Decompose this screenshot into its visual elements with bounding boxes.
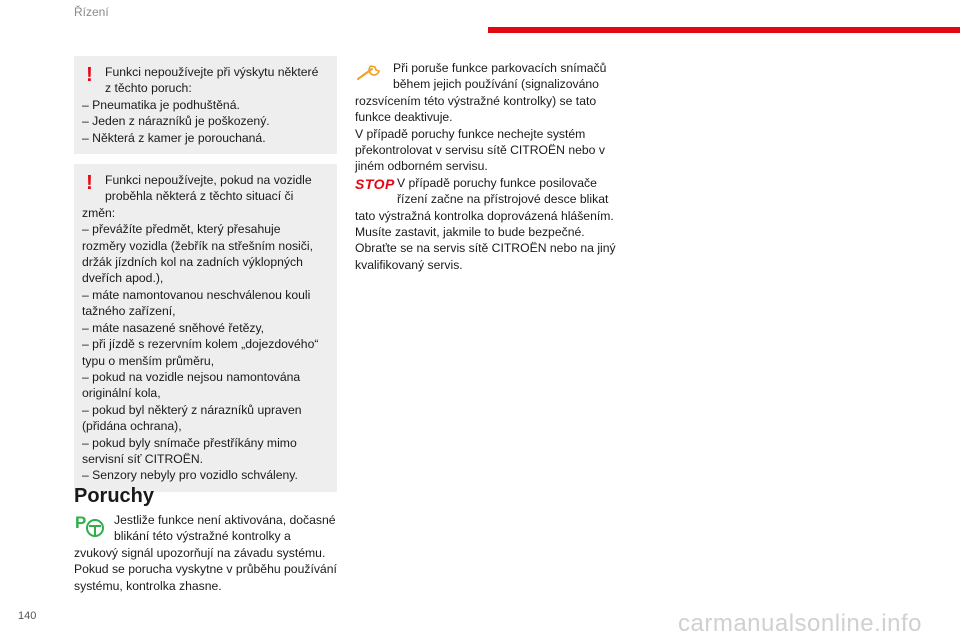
parking-assist-icon [74,512,106,538]
list-item: – Některá z kamer je porouchaná. [82,130,266,145]
list-item: – pokud byl některý z nárazníků upraven (přidána ochrana), [82,402,302,434]
stop-icon: STOP [355,175,395,192]
right-paragraph-2: V případě poruchy funkce nechejte systém překontrolovat v servisu sítě CITROËN nebo v jiném odborném servisu. [355,126,605,174]
right-paragraph-1: Při poruše funkce parkovacích snímačů během jejich používání (signalizováno rozsvícením této výstražné kontrolky) se tato funkce deaktivuje. [355,61,607,125]
left-column [74,56,337,492]
section-title-poruchy: Poruchy [74,485,155,507]
warning-exclamation-icon: ! [86,64,93,86]
svg-text:P: P [75,513,87,532]
header-accent-bar [488,27,960,33]
list-item: – Jeden z nárazníků je poškozený. [82,114,270,129]
page-header-title: Řízení [74,5,109,19]
list-item: – při jízdě s rezervním kolem „dojezdového“ typu o menším průměru, [82,337,319,368]
list-item: – pokud na vozidle nejsou namontována originální kola, [82,369,301,401]
warning-box-conditions [74,164,337,492]
watermark: carmanualsonline.info [678,610,922,637]
list-item: – převážíte předmět, který přesahuje rozměry vozidla (žebřík na střešním nosiči, držák jízdních kol na zadních výklopných dveřích apod.), [82,222,313,286]
poruchy-paragraph-1: Jestliže funkce není aktivována, dočasné blikání této výstražné kontrolky a zvukový signál upozorňují na závadu systému. [74,513,336,560]
list-item: – Senzory nebyly pro vozidlo schváleny. [82,468,298,483]
page-number: 140 [18,610,37,622]
list-item: – Pneumatika je podhuštěná. [82,97,240,112]
list-item: – pokud byly snímače přestříkány mimo servisní síť CITROËN. [82,435,297,466]
poruchy-section [74,512,337,594]
list-item: – máte nasazené sněhové řetězy, [82,320,265,335]
warning-exclamation-icon: ! [86,172,93,195]
wrench-icon [355,60,385,82]
warning-box-intro: Funkci nepoužívejte, pokud na vozidle proběhla některá z těchto situací či změn: [82,173,312,220]
warning-box-intro: Funkci nepoužívejte při výskytu některé z těchto poruch: [105,65,319,96]
right-column [355,60,620,273]
right-paragraph-3: V případě poruchy funkce posilovače řízení začne na přístrojové desce blikat tato výstražná kontrolka doprovázená hlášením. Musíte zastavit, jakmile to bude bezpečné. Obraťte se na servis sítě CITROËN nebo na jiný kvalifikovaný servis. [355,175,616,272]
poruchy-paragraph-2: Pokud se porucha vyskytne v průběhu používání systému, kontrolka zhasne. [74,562,337,593]
list-item: – máte namontovanou neschválenou kouli tažného zařízení, [82,287,311,319]
warning-box-faults [74,56,337,154]
